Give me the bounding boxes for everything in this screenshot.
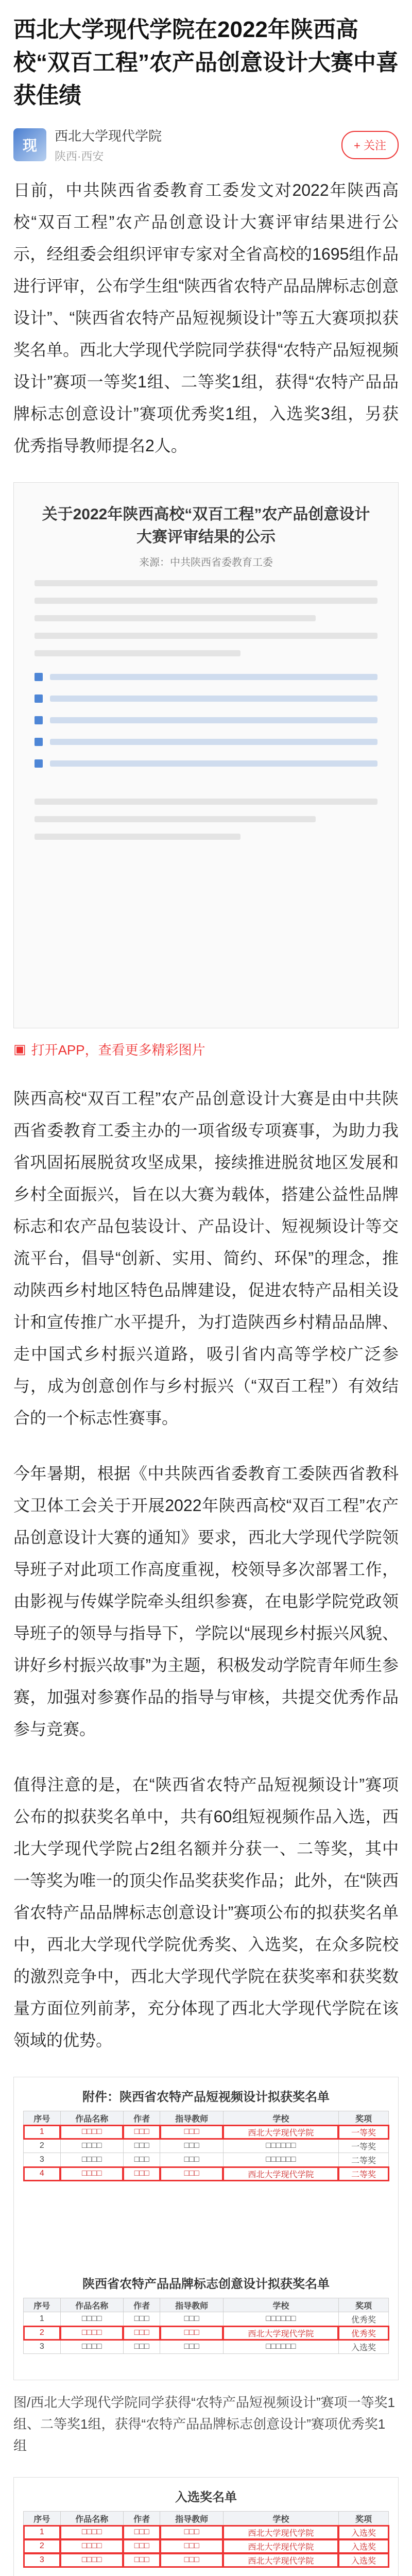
table-row <box>24 2526 389 2539</box>
table-cell: □□□□ <box>60 2312 123 2326</box>
table-cell: □□□ <box>123 2153 160 2167</box>
text-line <box>35 580 377 586</box>
table-cell: 优秀奖 <box>338 2326 388 2340</box>
table-cell: 3 <box>24 2153 61 2167</box>
notice-image[interactable] <box>13 482 399 1028</box>
result-table-image-1[interactable] <box>13 2077 399 2380</box>
text-line <box>35 834 241 840</box>
table-row <box>24 2340 389 2354</box>
text-line <box>50 739 377 745</box>
table-cell: □□□ <box>123 2553 160 2567</box>
attachment-item[interactable] <box>35 716 377 724</box>
table-cell: □□□□ <box>60 2340 123 2354</box>
table-cell: □□□□ <box>60 2326 123 2340</box>
table-row <box>24 2312 389 2326</box>
table-cell: 西北大学现代学院 <box>223 2125 338 2139</box>
table-cell: □□□□ <box>60 2167 123 2181</box>
table-cell: 3 <box>24 2553 61 2567</box>
table-cell: 优秀奖 <box>338 2312 388 2326</box>
text-line <box>50 760 377 767</box>
table-cell: □□□ <box>160 2312 223 2326</box>
text-line <box>50 717 377 723</box>
follow-button[interactable]: + 关注 <box>341 131 399 159</box>
table-cell: 入选奖 <box>338 2539 388 2553</box>
table-header: 作品名称 <box>60 2111 123 2125</box>
table-cell: 1 <box>24 2312 61 2326</box>
result-table <box>23 2511 389 2567</box>
table-cell: □□□ <box>123 2125 160 2139</box>
table-cell: 1 <box>24 2526 61 2539</box>
table-row <box>24 2139 389 2153</box>
table-header: 作者 <box>123 2512 160 2526</box>
result-table <box>23 2298 389 2354</box>
file-icon <box>35 759 43 768</box>
file-icon <box>35 738 43 746</box>
table-row <box>24 2167 389 2181</box>
author-name[interactable]: 西北大学现代学院 <box>55 128 162 144</box>
file-icon <box>35 694 43 703</box>
table-title: 陕西省农特产品品牌标志创意设计拟获奖名单 <box>82 2277 330 2291</box>
image-caption: 图/西北大学现代学院同学获得“农特产品短视频设计”赛项一等奖1组、二等奖1组，获得“农特产品品牌标志创意设计”赛项优秀奖1组 <box>13 2395 396 2453</box>
table-cell: □□□ <box>160 2526 223 2539</box>
table-cell: 1 <box>24 2125 61 2139</box>
table-cell: □□□ <box>160 2326 223 2340</box>
table-title: 入选奖名单 <box>175 2490 237 2504</box>
table-header: 作者 <box>123 2111 160 2125</box>
table-header: 奖项 <box>338 2111 388 2125</box>
table-cell: 西北大学现代学院 <box>223 2167 338 2181</box>
table-row <box>24 2153 389 2167</box>
notice-heading: 关于2022年陕西高校“双百工程”农产品创意设计大赛评审结果的公示 <box>42 506 370 546</box>
table-cell: □□□ <box>123 2167 160 2181</box>
open-app-label: 打开APP，查看更多精彩图片 <box>31 1042 205 1058</box>
table-cell: 入选奖 <box>338 2553 388 2567</box>
table-title: 附件：陕西省农特产品短视频设计拟获奖名单 <box>82 2090 330 2104</box>
author-meta <box>55 126 162 164</box>
text-line <box>35 633 377 639</box>
table-cell: □□□ <box>123 2139 160 2153</box>
paragraph-results: 值得注意的是，在“陕西省农特产品短视频设计”赛项公布的拟获奖名单中，共有60组短视频作品入选，西北大学现代学院占2组名额并分获一、二等奖，其中一等奖为唯一的顶尖作品奖获奖作品；此外，在“陕西省农特产品品牌标志创意设计”赛项公布的拟获奖名单中，西北大学现代学院优秀奖、入选奖，在众多院校的激烈竞争中，西北大学现代学院在获奖率和获奖数量方面位列前茅，充分体现了西北大学现代学院在该领域的优势。 <box>13 1775 399 2049</box>
table-cell: □□□ <box>160 2153 223 2167</box>
avatar[interactable]: 现 <box>13 128 46 161</box>
author-row <box>0 117 412 174</box>
text-line <box>35 799 377 805</box>
table-header: 序号 <box>24 2111 61 2125</box>
table-cell: 4 <box>24 2167 61 2181</box>
table-cell: 西北大学现代学院 <box>223 2539 338 2553</box>
phone-icon: ▣ <box>13 1041 26 1057</box>
table-cell: □□□ <box>160 2139 223 2153</box>
table-cell: 西北大学现代学院 <box>223 2526 338 2539</box>
table-cell: 一等奖 <box>338 2139 388 2153</box>
result-table-image-2[interactable] <box>13 2477 399 2576</box>
table-cell: 入选奖 <box>338 2526 388 2539</box>
table-cell: □□□□□□ <box>223 2139 338 2153</box>
table-header: 奖项 <box>338 2298 388 2312</box>
table-cell: 入选奖 <box>338 2340 388 2354</box>
file-icon <box>35 673 43 681</box>
table-header: 指导教师 <box>160 2512 223 2526</box>
table-cell: □□□□ <box>60 2553 123 2567</box>
text-line <box>35 598 377 604</box>
table-cell: □□□□ <box>60 2139 123 2153</box>
table-cell: □□□□ <box>60 2539 123 2553</box>
table-cell: □□□□ <box>60 2125 123 2139</box>
attachment-item[interactable] <box>35 738 377 746</box>
table-cell: 二等奖 <box>338 2167 388 2181</box>
table-cell: □□□ <box>123 2312 160 2326</box>
table-row <box>24 2553 389 2567</box>
table-cell: 二等奖 <box>338 2153 388 2167</box>
table-cell: 西北大学现代学院 <box>223 2326 338 2340</box>
table-cell: □□□ <box>160 2539 223 2553</box>
table-cell: □□□ <box>160 2553 223 2567</box>
table-header: 指导教师 <box>160 2111 223 2125</box>
table-cell: 2 <box>24 2539 61 2553</box>
table-cell: □□□ <box>123 2326 160 2340</box>
paragraph-organization: 今年暑期，根据《中共陕西省委教育工委陕西省教科文卫体工会关于开展2022年陕西高校“双百工程”农产品创意设计大赛的通知》要求，西北大学现代学院领导班子对此项工作高度重视，校领导多次部署工作，由影视与传媒学院牵头组织参赛，在电影学院党政领导班子的领导与指导下，学院以“展现乡村振兴风貌、讲好乡村振兴故事”为主题，积极发动学院青年师生参赛，加强对参赛作品的指导与审核，共提交优秀作品参与竞赛。 <box>13 1464 399 1738</box>
text-line <box>50 696 377 702</box>
table-header: 奖项 <box>338 2512 388 2526</box>
file-icon <box>35 716 43 724</box>
table-cell: 2 <box>24 2139 61 2153</box>
text-line <box>35 615 316 621</box>
attachment-item[interactable] <box>35 694 377 703</box>
notice-subheading: 来源：中共陕西省委教育工委 <box>139 557 273 568</box>
table-header: 序号 <box>24 2298 61 2312</box>
attachment-item[interactable] <box>35 759 377 768</box>
author-location: 陕西·西安 <box>55 150 104 163</box>
open-app-link[interactable] <box>13 1040 399 1059</box>
table-header: 作品名称 <box>60 2512 123 2526</box>
table-cell: 2 <box>24 2326 61 2340</box>
table-row <box>24 2539 389 2553</box>
table-cell: □□□ <box>160 2125 223 2139</box>
table-cell: □□□□□□ <box>223 2340 338 2354</box>
table-cell: □□□ <box>123 2526 160 2539</box>
table-header: 指导教师 <box>160 2298 223 2312</box>
table-header: 学校 <box>223 2512 338 2526</box>
paragraph-intro: 日前，中共陕西省委教育工委发文对2022年陕西高校“双百工程”农产品创意设计大赛评审结果进行公示，经组委会组织评审专家对全省高校的1695组作品进行评审，公布学生组“陕西省农特产品品牌标志创意设计”、“陕西省农特产品短视频设计”等五大赛项拟获奖名单。西北大学现代学院同学获得“农特产品短视频设计”赛项一等奖1组、二等奖1组，获得“农特产品品牌标志创意设计”赛项优秀奖1组，入选奖3组，另获优秀指导教师提名2人。 <box>13 181 399 455</box>
table-row <box>24 2125 389 2139</box>
table-cell: □□□ <box>160 2167 223 2181</box>
attachment-list <box>35 673 377 768</box>
table-header: 作者 <box>123 2298 160 2312</box>
table-cell: □□□ <box>160 2340 223 2354</box>
table-cell: 西北大学现代学院 <box>223 2553 338 2567</box>
table-cell: 一等奖 <box>338 2125 388 2139</box>
table-cell: □□□□ <box>60 2526 123 2539</box>
table-cell: □□□□□□ <box>223 2312 338 2326</box>
text-line <box>35 650 241 656</box>
table-cell: □□□ <box>123 2539 160 2553</box>
attachment-item[interactable] <box>35 673 377 681</box>
table-header: 学校 <box>223 2111 338 2125</box>
paragraph-background: 陕西高校“双百工程”农产品创意设计大赛是由中共陕西省委教育工委主办的一项省级专项赛事，为助力我省巩固拓展脱贫攻坚成果，接续推进脱贫地区发展和乡村全面振兴，旨在以大赛为载体，搭建公益性品牌标志和农产品包装设计、产品设计、短视频设计等交流平台，倡导“创新、实用、简约、环保”的理念，推动陕西乡村地区特色品牌建设，促进农特产品相关设计和宣传推广水平提升，为打造陕西乡村精品品牌、走中国式乡村振兴道路，吸引省内高等学校广泛参与，成为创意创作与乡村振兴（“双百工程”）有效结合的一个标志性赛事。 <box>13 1089 399 1427</box>
table-row <box>24 2326 389 2340</box>
table-header: 序号 <box>24 2512 61 2526</box>
table-cell: 3 <box>24 2340 61 2354</box>
article-title: 西北大学现代学院在2022年陕西高校“双百工程”农产品创意设计大赛中喜获佳绩 <box>13 17 399 108</box>
table-cell: □□□ <box>123 2340 160 2354</box>
table-header: 学校 <box>223 2298 338 2312</box>
result-table <box>23 2111 389 2181</box>
table-header: 作品名称 <box>60 2298 123 2312</box>
text-line <box>35 816 316 822</box>
text-line <box>50 674 377 680</box>
table-cell: □□□□ <box>60 2153 123 2167</box>
table-cell: □□□□□□ <box>223 2153 338 2167</box>
